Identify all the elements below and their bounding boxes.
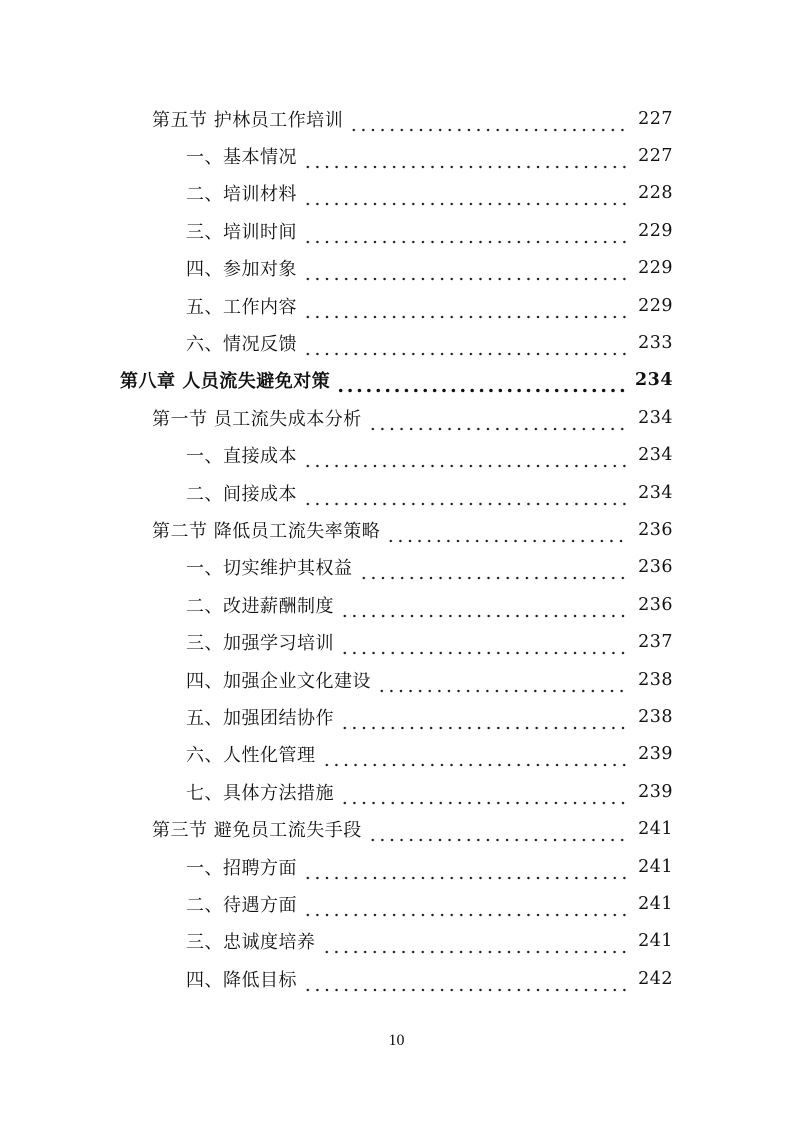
toc-entry-title: 四、降低目标: [186, 969, 297, 991]
toc-entry-title: 六、人性化管理: [186, 745, 316, 767]
dot-leader: [303, 450, 627, 468]
toc-entry-page: 228: [638, 183, 673, 204]
dot-leader: [303, 862, 627, 880]
toc-entry-page: 239: [638, 781, 673, 802]
toc-entry-page: 239: [638, 744, 673, 765]
toc-entry[interactable]: [0, 848, 793, 885]
toc-entry-title: 第三节 避免员工流失手段: [152, 820, 362, 842]
toc-entry-title: 第一节 员工流失成本分析: [152, 408, 362, 430]
toc-entry-page: 236: [638, 594, 673, 615]
toc-entry[interactable]: [0, 586, 793, 623]
toc-entry[interactable]: [0, 511, 793, 548]
dot-leader: [340, 787, 627, 805]
dot-leader: [303, 263, 627, 281]
dot-leader: [336, 375, 627, 393]
toc-entry-page: 233: [638, 333, 673, 354]
dot-leader: [322, 749, 628, 767]
toc-entry-title: 第八章 人员流失避免对策: [120, 371, 331, 393]
toc-entry[interactable]: [0, 287, 793, 324]
toc-entry-title: 二、间接成本: [186, 483, 297, 505]
dot-leader: [368, 824, 627, 842]
toc-entry-page: 234: [638, 445, 673, 466]
toc-entry-page: 242: [638, 968, 673, 989]
toc-entry[interactable]: [0, 175, 793, 212]
toc-entry-title: 三、培训时间: [186, 221, 297, 243]
dot-leader: [359, 562, 628, 580]
toc-entry[interactable]: [0, 324, 793, 361]
toc-entry-title: 二、待遇方面: [186, 894, 297, 916]
toc-entry-page: 234: [634, 370, 673, 391]
toc-entry-page: 237: [638, 632, 673, 653]
dot-leader: [303, 188, 627, 206]
dot-leader: [303, 338, 627, 356]
toc-entry-page: 236: [638, 557, 673, 578]
dot-leader: [322, 936, 628, 954]
dot-leader: [368, 413, 627, 431]
toc-entry-page: 238: [638, 669, 673, 690]
toc-entry-page: 236: [638, 519, 673, 540]
toc-entry-page: 229: [638, 258, 673, 279]
dot-leader: [340, 712, 627, 730]
toc-chapter-entry[interactable]: [0, 362, 793, 399]
dot-leader: [377, 675, 627, 693]
toc-entry[interactable]: [0, 212, 793, 249]
toc-entry-page: 229: [638, 295, 673, 316]
toc-entry-title: 一、切实维护其权益: [186, 558, 353, 580]
dot-leader: [349, 114, 627, 132]
toc-entry-title: 五、加强团结协作: [186, 707, 334, 729]
dot-leader: [303, 151, 627, 169]
dot-leader: [340, 637, 627, 655]
toc-entry-page: 241: [638, 819, 673, 840]
toc-entry-page: 238: [638, 706, 673, 727]
dot-leader: [303, 226, 627, 244]
toc-entry[interactable]: [0, 250, 793, 287]
toc-entry-title: 一、基本情况: [186, 147, 297, 169]
toc-entry-title: 一、招聘方面: [186, 857, 297, 879]
dot-leader: [303, 301, 627, 319]
toc-entry[interactable]: [0, 736, 793, 773]
toc-entry[interactable]: [0, 437, 793, 474]
toc-entry[interactable]: [0, 923, 793, 960]
toc-entry[interactable]: [0, 399, 793, 436]
toc-entry-page: 241: [638, 893, 673, 914]
toc-entry-title: 第五节 护林员工作培训: [152, 109, 344, 131]
toc-entry[interactable]: [0, 623, 793, 660]
toc-entry-page: 241: [638, 931, 673, 952]
toc-entry[interactable]: [0, 549, 793, 586]
toc-entry-title: 五、工作内容: [186, 296, 297, 318]
table-of-contents: [0, 100, 793, 997]
toc-entry-title: 六、情况反馈: [186, 334, 297, 356]
toc-entry[interactable]: [0, 810, 793, 847]
toc-entry[interactable]: [0, 698, 793, 735]
toc-entry[interactable]: [0, 773, 793, 810]
toc-entry[interactable]: [0, 100, 793, 137]
toc-entry-title: 四、参加对象: [186, 259, 297, 281]
toc-entry-title: 四、加强企业文化建设: [186, 670, 371, 692]
toc-entry-page: 229: [638, 220, 673, 241]
toc-entry-title: 第二节 降低员工流失率策略: [152, 520, 381, 542]
toc-entry-page: 227: [638, 108, 673, 129]
toc-entry[interactable]: [0, 960, 793, 997]
toc-entry[interactable]: [0, 885, 793, 922]
toc-entry-title: 七、具体方法措施: [186, 782, 334, 804]
toc-entry-title: 二、改进薪酬制度: [186, 595, 334, 617]
toc-entry-page: 234: [638, 482, 673, 503]
toc-entry-page: 241: [638, 856, 673, 877]
toc-entry[interactable]: [0, 661, 793, 698]
dot-leader: [303, 974, 627, 992]
toc-entry-page: 234: [638, 407, 673, 428]
page-number: 10: [388, 1032, 405, 1049]
toc-entry-title: 二、培训材料: [186, 184, 297, 206]
dot-leader: [303, 488, 627, 506]
toc-entry-page: 227: [638, 146, 673, 167]
toc-entry[interactable]: [0, 474, 793, 511]
toc-entry-title: 三、忠诚度培养: [186, 932, 316, 954]
toc-entry-title: 一、直接成本: [186, 446, 297, 468]
dot-leader: [340, 600, 627, 618]
dot-leader: [303, 899, 627, 917]
toc-entry[interactable]: [0, 137, 793, 174]
dot-leader: [386, 525, 627, 543]
toc-entry-title: 三、加强学习培训: [186, 633, 334, 655]
